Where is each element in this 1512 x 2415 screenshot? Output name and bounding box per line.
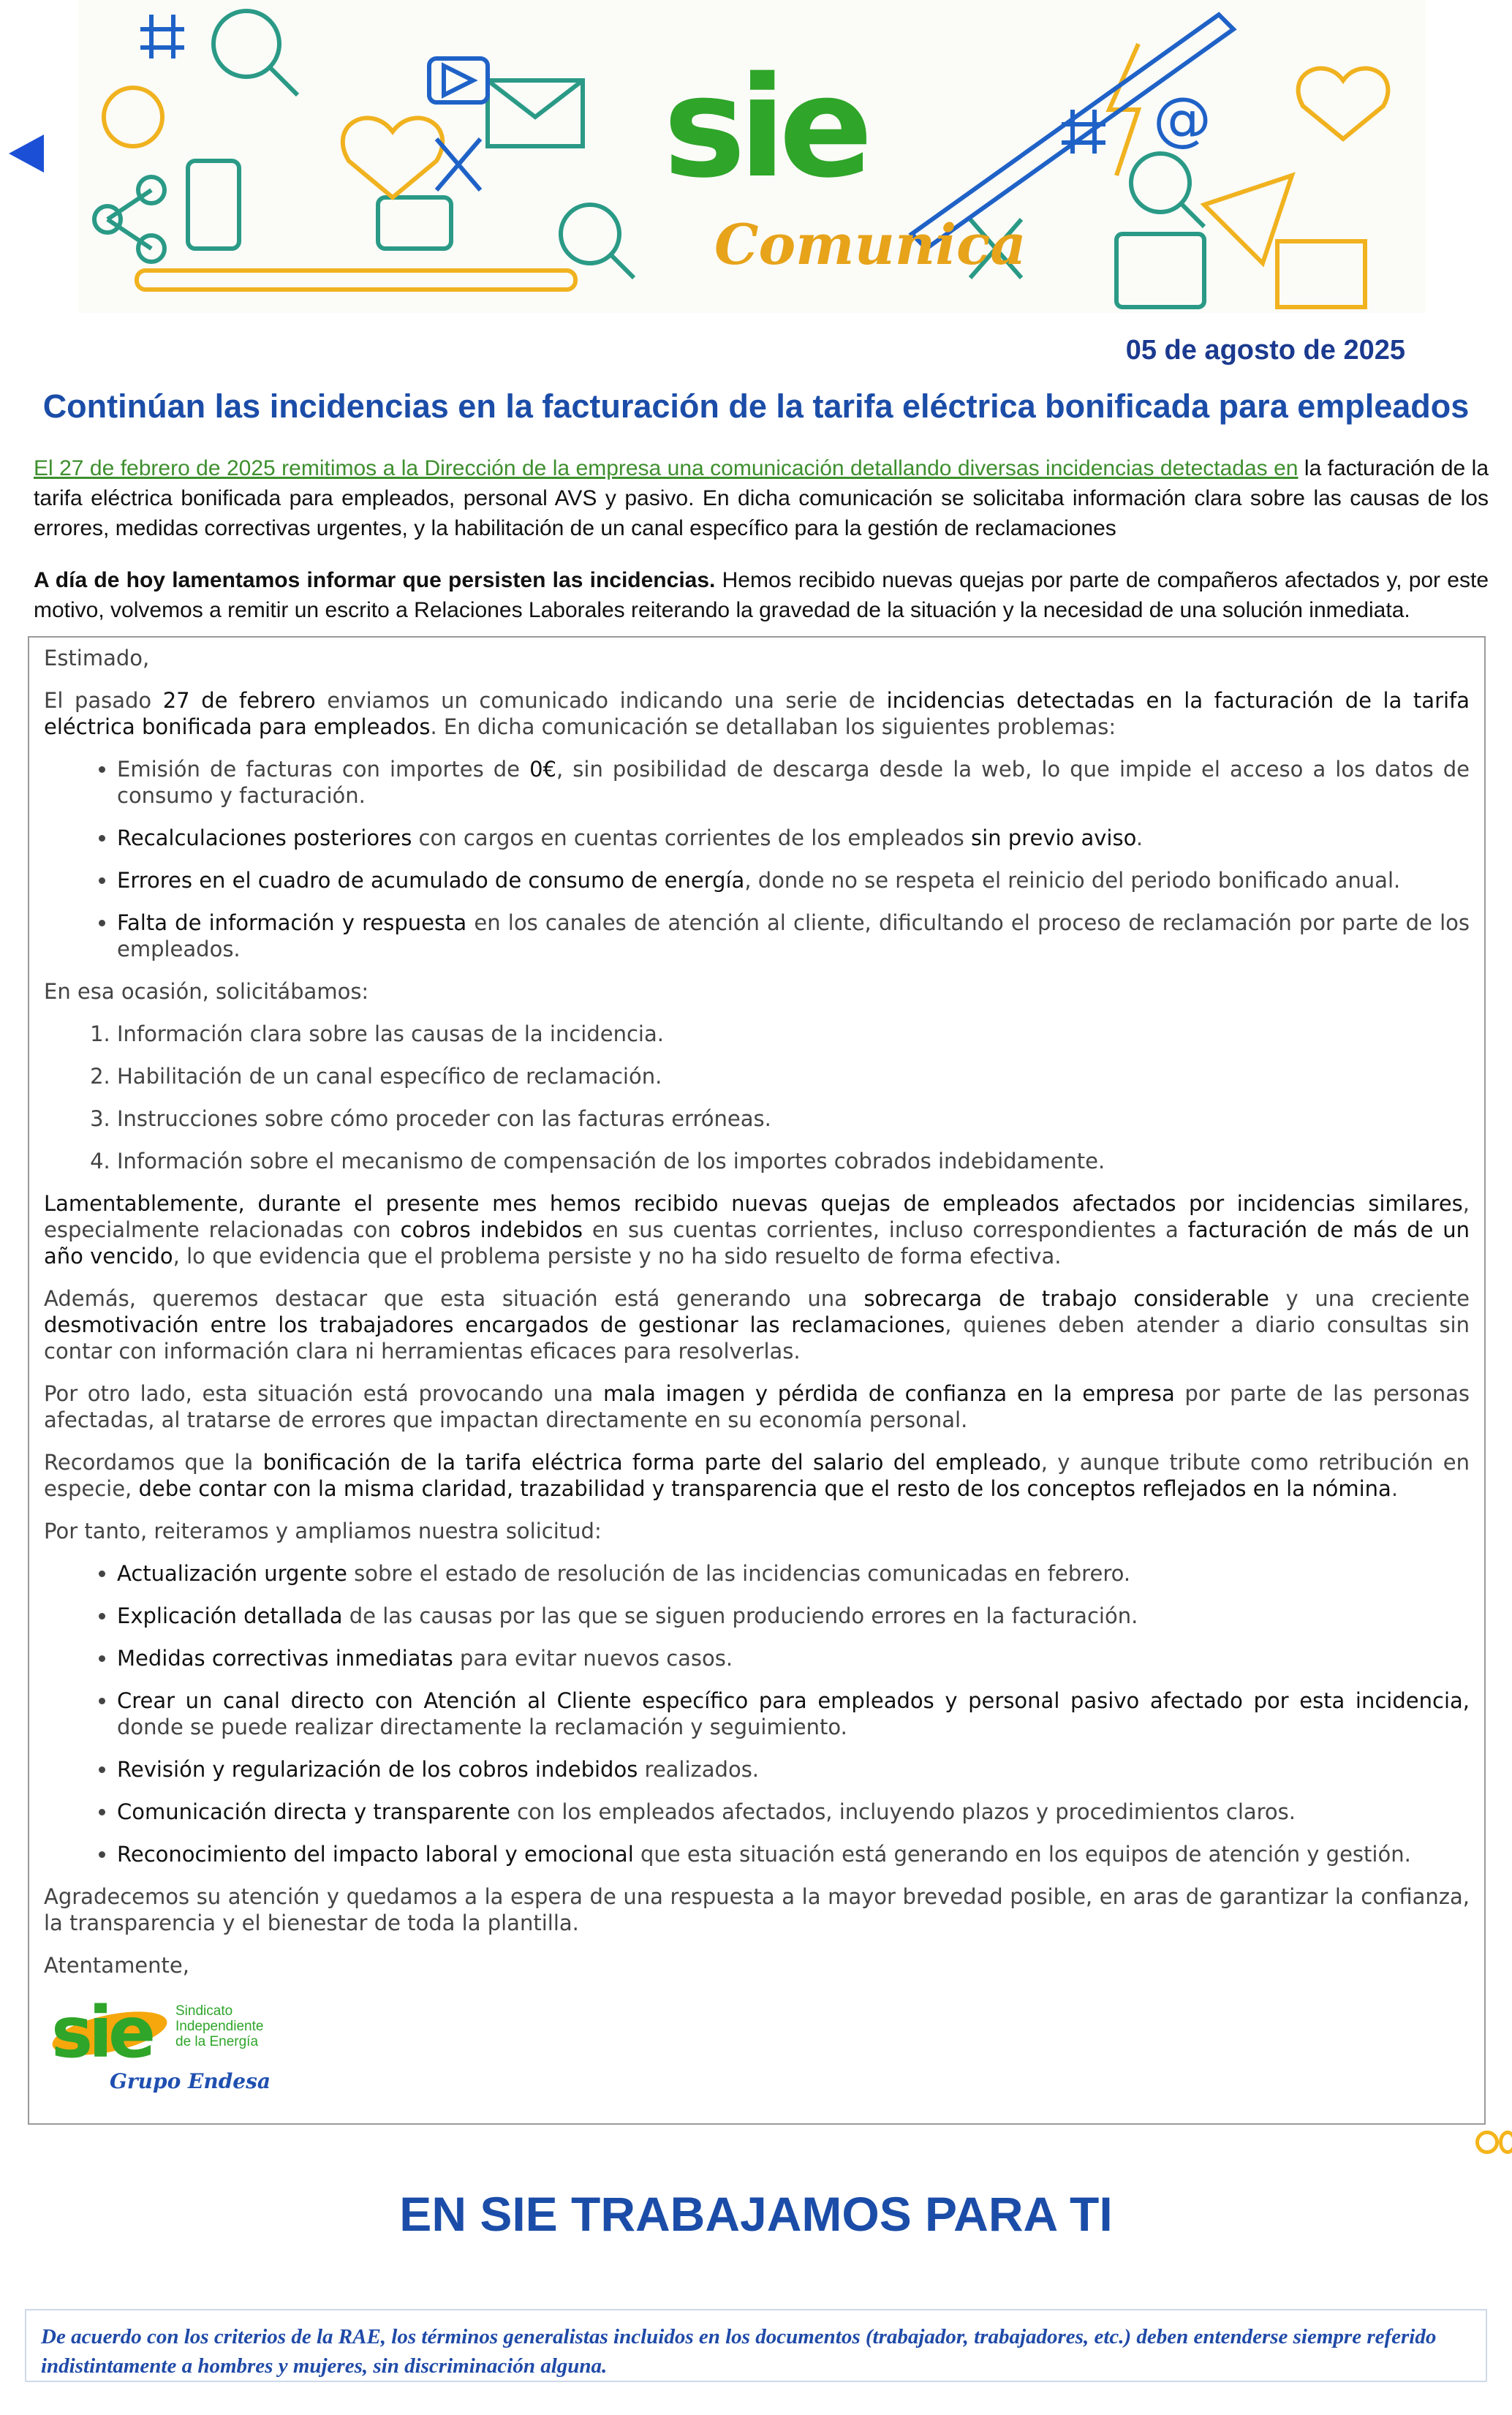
list-item: 4. Información sobre el mecanismo de compensación de los importes cobrados indebidamente. — [117, 1148, 1470, 1174]
back-arrow-icon[interactable] — [9, 135, 44, 173]
logo-main-text: sie — [663, 47, 866, 208]
letter-box — [28, 636, 1486, 2125]
logo-tagline: Comunica — [714, 212, 1027, 277]
footer-logo-main: sie — [51, 1992, 152, 2074]
sie-comunica-logo — [634, 29, 1027, 292]
list-item: • Recalculaciones posteriores con cargos en cuentas corrientes de los empleados sin previo aviso. — [117, 825, 1470, 851]
requests-intro: En esa ocasión, solicitábamos: — [44, 979, 369, 1004]
slogan: EN SIE TRABAJAMOS PARA TI — [399, 2187, 1113, 2241]
letter-paragraph-2: Lamentablemente, durante el presente mes hemos recibido nuevas quejas de empleados afectados por incidencias similares, especialmente relacionadas con cobros indebidos en sus cuentas corrientes, incluso correspondientes a facturación de más de un año vencido, lo que evidencia que el problema persiste y no ha sido resuelto de forma efectiva. — [44, 1191, 1470, 1269]
decorative-ring — [1475, 2131, 1499, 2154]
list-item: • Errores en el cuadro de acumulado de consumo de energía, donde no se respeta el reinicio del periodo bonificado anual. — [117, 867, 1470, 893]
doc-icon — [1116, 234, 1204, 307]
heart-icon — [343, 118, 442, 197]
demands-intro: Por tanto, reiteramos y ampliamos nuestra solicitud: — [44, 1519, 602, 1543]
list-item: 3. Instrucciones sobre cómo proceder con las facturas erróneas. — [117, 1106, 1470, 1132]
play-icon — [444, 66, 473, 95]
magnifier-icon — [213, 11, 279, 77]
letter-paragraph-4: Por otro lado, esta situación está provocando una mala imagen y pérdida de confianza en la empresa por parte de las personas afectadas, al tratarse de errores que impactan directamente en su economía personal. — [44, 1381, 1470, 1432]
disclaimer: De acuerdo con los criterios de la RAE, los términos generalistas incluidos en los documentos (trabajador, trabajadores, etc.) deben entenderse siempre referido indistintamente a hombres y mujeres, sin discriminación alguna. — [25, 2309, 1487, 2382]
list-item: • Emisión de facturas con importes de 0€, sin posibilidad de descarga desde la web, lo que impide el acceso a los datos de consumo y facturación. — [117, 756, 1470, 809]
pencil-icon — [137, 271, 575, 290]
greeting: Estimado, — [44, 646, 150, 670]
intro-link[interactable]: El 27 de febrero de 2025 remitimos a la Dirección de la empresa una comunicación detallando diversas incidencias detectadas en — [34, 456, 1299, 480]
list-item: • Revisión y regularización de los cobros indebidos realizados. — [117, 1756, 1470, 1783]
bar-chart-icon — [1277, 241, 1365, 307]
list-item: • Falta de información y respuesta en los canales de atención al cliente, dificultando el proceso de reclamación por parte de los empleados. — [117, 910, 1470, 962]
intro-bold: A día de hoy lamentamos informar que persisten las incidencias. — [34, 568, 716, 592]
intro-text-1: la facturación de la tarifa eléctrica bonificada para empleados, personal AVS y pasivo. En dicha comunicación se solicitaba información clara sobre las causas de los errores, medidas correctivas urgentes, y la habilitación de un canal específico para la gestión de reclamaciones — [34, 456, 1489, 540]
list-item: • Reconocimiento del impacto laboral y emocional que esta situación está generando en los equipos de atención y gestión. — [117, 1841, 1470, 1867]
list-item: • Crear un canal directo con Atención al Cliente específico para empleados y personal pasivo afectado por esta incidencia, donde se puede realizar directamente la reclamación y seguimiento. — [117, 1688, 1470, 1740]
magnifier-icon-3 — [1131, 154, 1190, 212]
header-banner — [78, 0, 1426, 313]
demands-list — [44, 1560, 1470, 1867]
intro-text-2: Hemos recibido nuevas quejas por parte de compañeros afectados y, por este motivo, volvemos a remitir un escrito a Relaciones Laborales reiterando la gravedad de la situación y la necesidad de una solución inmediata. — [34, 568, 1489, 622]
decorative-ring — [1499, 2131, 1512, 2154]
closing-paragraph: Agradecemos su atención y quedamos a la espera de una respuesta a la mayor brevedad posible, en aras de garantizar la confianza, la transparencia y el bienestar de toda la plantilla. — [44, 1884, 1470, 1935]
list-item: • Explicación detallada de las causas por las que se siguen produciendo errores en la facturación. — [117, 1603, 1470, 1629]
magnifier-icon-2 — [561, 205, 619, 263]
footer-logo-sub: Sindicato Independiente de la Energía — [175, 2003, 264, 2049]
page-title: Continúan las incidencias en la facturación de la tarifa eléctrica bonificada para empleados — [42, 388, 1470, 425]
list-item: 1. Información clara sobre las causas de la incidencia. — [117, 1021, 1470, 1047]
requests-list — [44, 1021, 1470, 1174]
footer-logo-grupo: Grupo Endesa — [110, 2069, 271, 2093]
phone-icon — [188, 161, 239, 249]
footer-sie-logo — [51, 1992, 285, 2100]
list-item: • Comunicación directa y transparente con los empleados afectados, incluyendo plazos y procedimientos claros. — [117, 1799, 1470, 1825]
signoff: Atentamente, — [44, 1953, 189, 1978]
sun-icon — [104, 88, 162, 146]
list-item: • Actualización urgente sobre el estado de resolución de las incidencias comunicadas en febrero. — [117, 1560, 1470, 1587]
heart-icon-2 — [1299, 69, 1388, 139]
letter-paragraph-5: Recordamos que la bonificación de la tarifa eléctrica forma parte del salario del empleado, y aunque tribute como retribución en especie, debe contar con la misma claridad, trazabilidad y transparencia que el resto de los conceptos reflejados en la nómina. — [44, 1450, 1470, 1501]
letter-body — [44, 645, 1470, 1995]
intro-paragraph-2 — [34, 565, 1489, 625]
hash-icon — [140, 15, 184, 58]
x-logo-icon-2 — [436, 139, 480, 190]
letter-paragraph-1: El pasado 27 de febrero enviamos un comunicado indicando una serie de incidencias detectadas en la facturación de la tarifa eléctrica bonificada para empleados. En dicha comunicación se detallaban los siguientes problemas: — [44, 688, 1470, 739]
chat-icon — [378, 197, 451, 249]
list-item: • Medidas correctivas inmediatas para evitar nuevos casos. — [117, 1645, 1470, 1671]
intro-paragraph-1 — [34, 453, 1489, 543]
at-icon: @ — [1153, 85, 1212, 153]
envelope-icon — [488, 80, 583, 146]
letter-paragraph-3: Además, queremos destacar que esta situación está generando una sobrecarga de trabajo considerable y una creciente desmotivación entre los trabajadores encargados de gestionar las reclamaciones, quienes deben atender a diario consultas sin contar con información clara ni herramientas eficaces para resolverlas. — [44, 1286, 1470, 1364]
publication-date: 05 de agosto de 2025 — [1125, 335, 1405, 366]
list-item: 2. Habilitación de un canal específico de reclamación. — [117, 1063, 1470, 1089]
intro-section — [34, 453, 1489, 647]
problems-list — [44, 756, 1470, 962]
